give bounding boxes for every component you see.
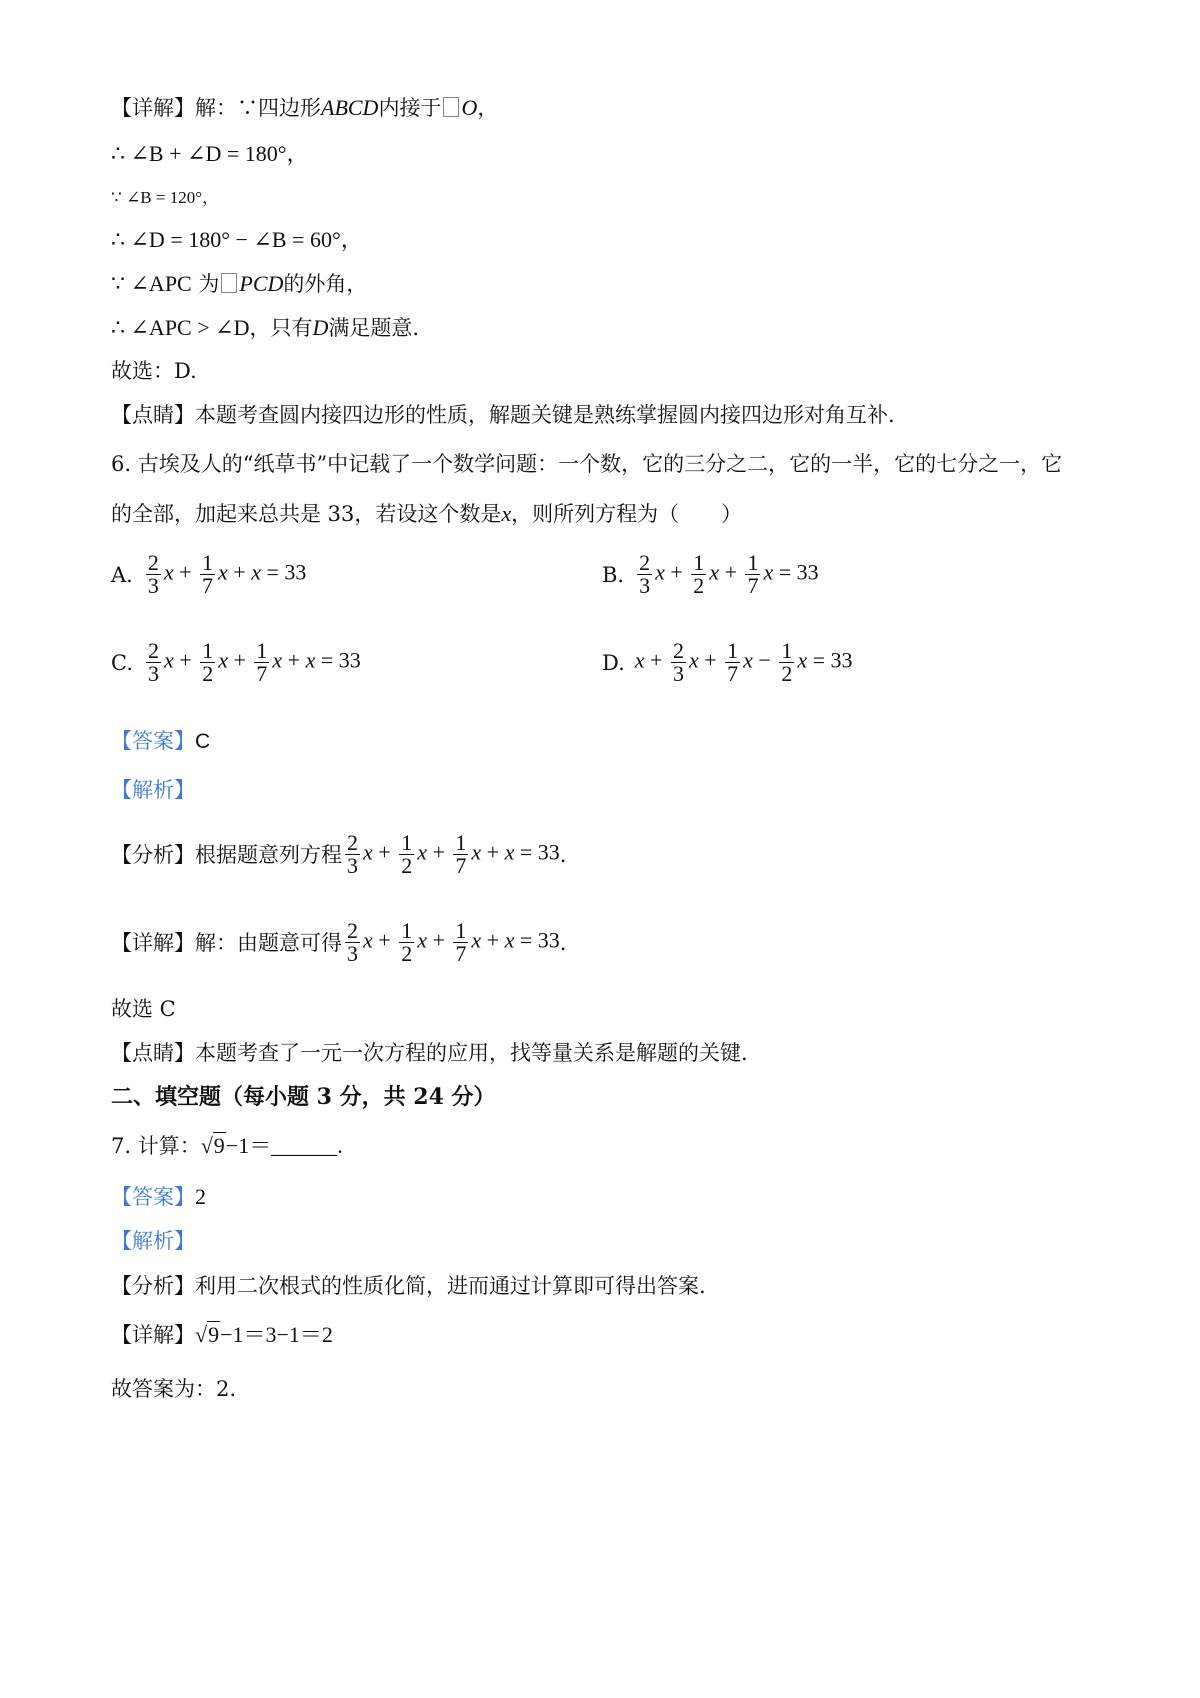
q7-answer: 【答案】2 — [111, 1184, 206, 1209]
q7-analysis-label: 【解析】 — [111, 1229, 195, 1253]
q6-stem-line-2: 的全部，加起来总共是 33，若设这个数是x，则所列方程为（ ） — [111, 501, 743, 526]
q6-answer: 【答案】C — [111, 729, 211, 753]
q5-detail-line-3: ∵ ∠B = 120°， — [111, 188, 220, 207]
q6-xiangjie: 【详解】解：由题意可得 $\frac{2}{3}$ x + $\frac{1}{2}$ x + $\frac{1}{7}$ x + x = 33 . — [111, 918, 567, 966]
q6-stem-line-1: 6. 古埃及人的“纸草书”中记载了一个数学问题：一个数，它的三分之二，它的一半，它的七分之一，它 — [111, 452, 1063, 476]
q5-detail-line-5: ∵ ∠APC 为 PCD的外角， — [111, 271, 368, 296]
section-2-title: 二、填空题（每小题 3 分，共 24 分） — [111, 1084, 496, 1110]
q6-option-d: D. x + $\frac{2}{3}$ x + $\frac{1}{7}$ x − $\frac{1}{2}$ x = 33 — [602, 638, 853, 686]
q6-option-c: C. $\frac{2}{3}$ x + $\frac{1}{2}$ x + $\frac{1}{7}$ x + x = 33 — [111, 638, 361, 686]
q6-select: 故选 C — [111, 997, 176, 1021]
q7-fenxi: 【分析】利用二次根式的性质化简，进而通过计算即可得出答案. — [111, 1274, 706, 1298]
q6-analysis-label: 【解析】 — [111, 778, 195, 802]
q7-final: 故答案为：2. — [111, 1377, 237, 1401]
q7-stem: 7. 计算：√9−1＝______. — [111, 1133, 343, 1158]
q6-dianjing: 【点睛】本题考查了一元一次方程的应用，找等量关系是解题的关键. — [111, 1041, 748, 1065]
q5-detail-line-4: ∴ ∠D = 180° − ∠B = 60°， — [111, 227, 363, 252]
q5-detail-line-6: ∴ ∠APC > ∠D，只有D满足题意. — [111, 315, 420, 340]
q5-detail-line-7: 故选：D. — [111, 359, 197, 383]
q6-fenxi: 【分析】根据题意列方程 $\frac{2}{3}$ x + $\frac{1}{2}$ x + $\frac{1}{7}$ x + x = 33 . — [111, 830, 567, 878]
q5-dianjing: 【点睛】本题考查圆内接四边形的性质，解题关键是熟练掌握圆内接四边形对角互补. — [111, 403, 895, 427]
q6-option-b: B. $\frac{2}{3}$ x + $\frac{1}{2}$ x + $\frac{1}{7}$ x = 33 — [602, 550, 819, 598]
sqrt-expression: √9 — [195, 1322, 220, 1347]
missing-glyph-box — [443, 97, 459, 117]
q7-xiangjie: 【详解】√9−1＝3−1＝2 — [111, 1322, 333, 1347]
missing-glyph-box — [221, 273, 237, 293]
q6-option-a: A. $\frac{2}{3}$ x + $\frac{1}{7}$ x + x = 33 — [111, 550, 307, 598]
q5-detail-line-2: ∴ ∠B + ∠D = 180°， — [111, 141, 309, 166]
q5-detail-line-1: 【详解】解：∵四边形ABCD内接于 O， — [111, 95, 499, 120]
sqrt-expression: √9 — [200, 1133, 225, 1158]
